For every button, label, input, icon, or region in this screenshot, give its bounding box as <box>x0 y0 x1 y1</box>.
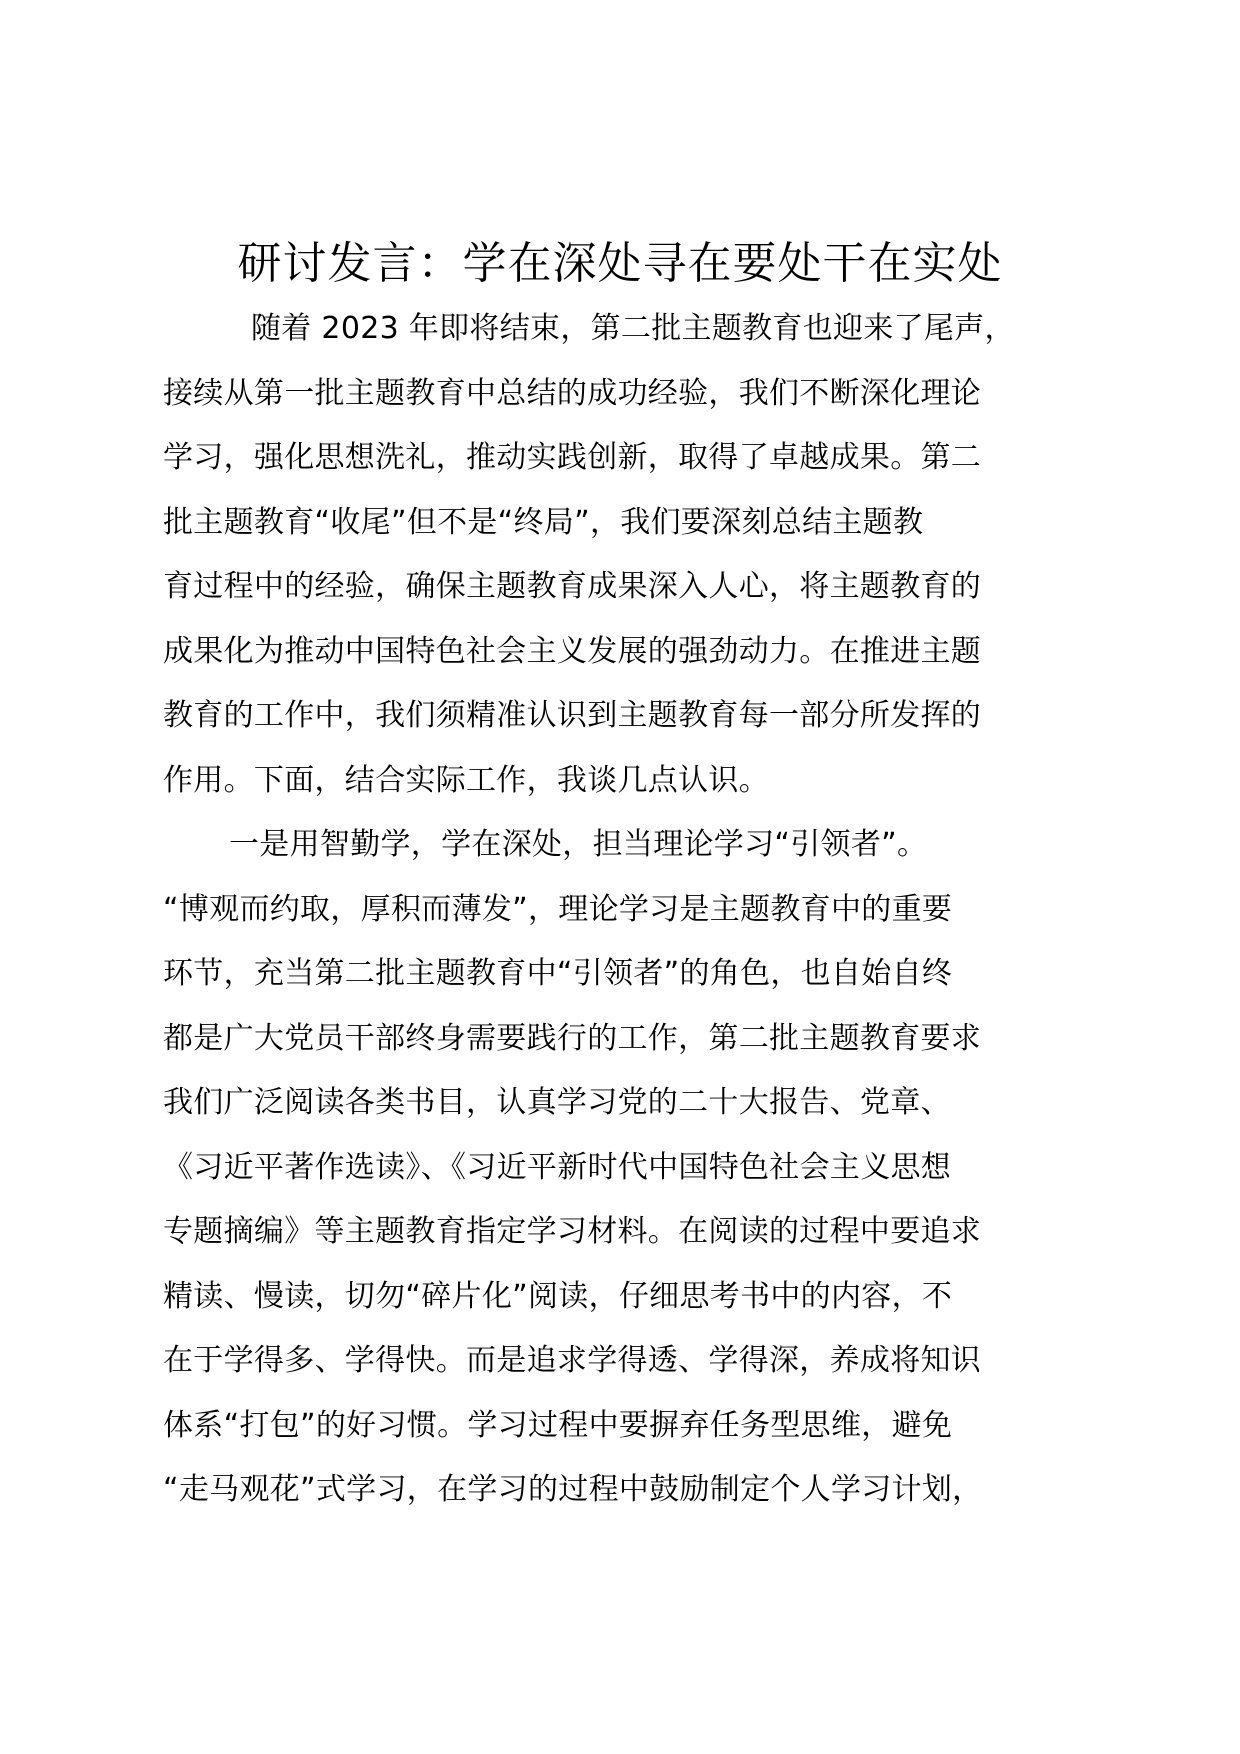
text-line: 精读、慢读，切勿“碎片化”阅读，仔细思考书中的内容，不 <box>163 1278 953 1314</box>
text-line: 环节，充当第二批主题教育中“引领者”的角色，也自始自终 <box>163 956 953 991</box>
text-line: 一是用智勤学，学在深处，担当理论学习“引领者”。 <box>229 827 928 862</box>
document-title: 研讨发言：学在深处寻在要处干在实处 <box>237 238 1003 289</box>
text-line: 都是广大党员干部终身需要践行的工作，第二批主题教育要求 <box>163 1020 982 1056</box>
text-line: 体系“打包”的好习惯。学习过程中要摒弃任务型思维，避免 <box>163 1407 953 1443</box>
text-line: 专题摘编》等主题教育指定学习材料。在阅读的过程中要追求 <box>163 1214 982 1249</box>
text-line: 作用。下面，结合实际工作，我谈几点认识。 <box>163 762 769 798</box>
text-line: 育过程中的经验，确保主题教育成果深入人心，将主题教育的 <box>163 569 982 604</box>
text-line: 在于学得多、学得快。而是追求学得透、学得深，养成将知识 <box>163 1343 982 1378</box>
text-line: 随着 2023 年即将结束，第二批主题教育也迎来了尾声， <box>251 311 1015 346</box>
text-line: “走马观花”式学习，在学习的过程中鼓励制定个人学习计划， <box>163 1472 983 1507</box>
paragraph-intro <box>163 297 1123 813</box>
text-line: 批主题教育“收尾”但不是“终局”，我们要深刻总结主题教 <box>163 504 924 540</box>
paragraph-point-one <box>163 813 1123 1523</box>
text-line: 成果化为推动中国特色社会主义发展的强劲动力。在推进主题 <box>163 633 982 669</box>
text-line: 接续从第一批主题教育中总结的成功经验，我们不断深化理论 <box>163 375 982 411</box>
text-line: 我们广泛阅读各类书目，认真学习党的二十大报告、党章、 <box>163 1085 951 1120</box>
document-body <box>163 297 1123 1523</box>
text-line: 教育的工作中，我们须精准认识到主题教育每一部分所发挥的 <box>163 698 982 733</box>
text-line: 学习，强化思想洗礼，推动实践创新，取得了卓越成果。第二 <box>163 440 982 475</box>
text-line: 《习近平著作选读》、《习近平新时代中国特色社会主义思想 <box>163 1149 952 1185</box>
text-line: “博观而约取，厚积而薄发”，理论学习是主题教育中的重要 <box>163 891 953 927</box>
